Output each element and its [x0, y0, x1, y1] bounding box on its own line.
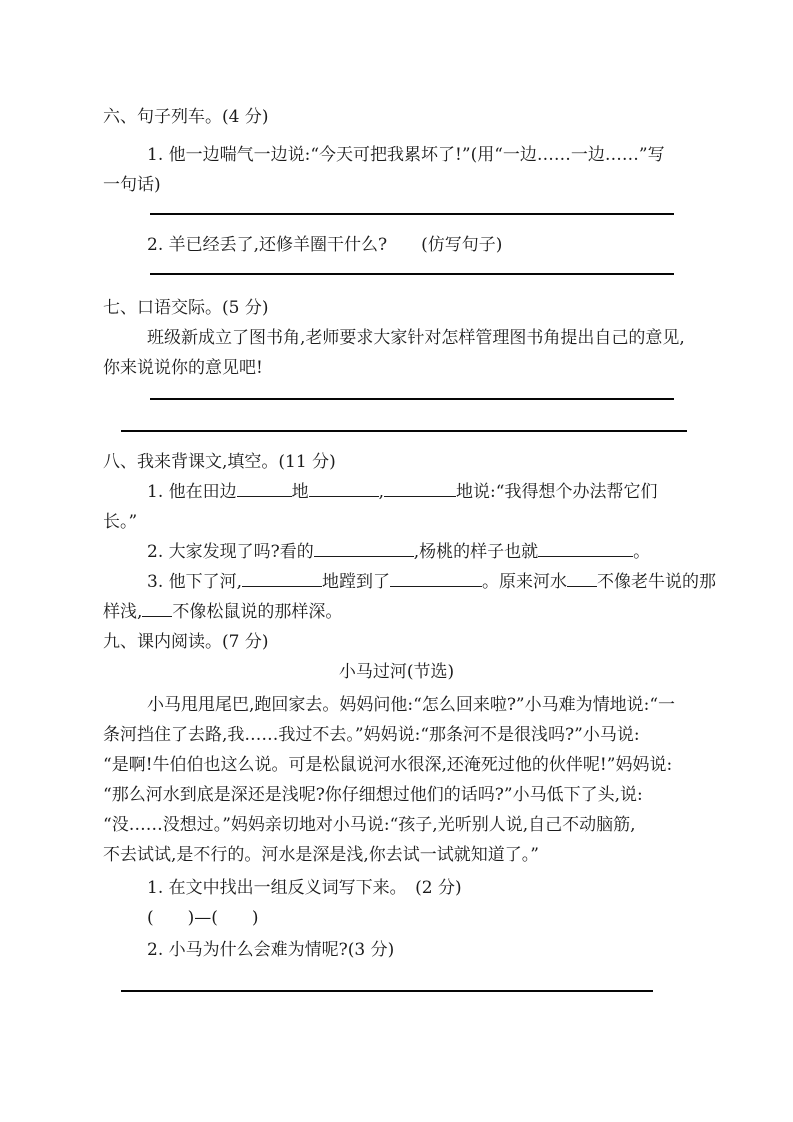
- fill-in-blank: [242, 569, 322, 587]
- text-segment: ,: [378, 482, 385, 502]
- fill-in-blank: [538, 539, 633, 557]
- text-segment: 1. 他在田边: [147, 482, 237, 502]
- text-segment: 地蹚到了: [322, 572, 391, 592]
- fill-in-blank: [309, 479, 379, 497]
- rule-slot: [103, 417, 690, 447]
- fill-in-blank: [314, 539, 414, 557]
- fill-blank-line: [103, 537, 690, 567]
- text-segment: 地说:“我得想个办法帮它们: [456, 482, 658, 502]
- section-7-heading: 七、口语交际。(5 分): [103, 298, 269, 318]
- passage-title: 小马过河(节选): [338, 662, 455, 682]
- text-segment: 地: [291, 482, 309, 502]
- prompt-line: 你来说说你的意见吧!: [103, 358, 263, 378]
- text-segment: 。原来河水: [482, 572, 568, 592]
- passage-line: 不去试试,是不行的。河水是深是浅,你去试一试就知道了。”: [103, 845, 539, 865]
- worksheet-content: [103, 102, 717, 1007]
- question-line: 1. 他一边喘气一边说:“今天可把我累坏了!”(用“一边……一边……”写: [147, 145, 665, 165]
- fill-in-blank: [142, 599, 172, 617]
- rule-slot: [103, 260, 690, 290]
- text-segment: 不像老牛说的那: [597, 572, 717, 592]
- rule-slot: [103, 385, 690, 415]
- question-line: 一句话): [103, 175, 161, 195]
- text-segment: 不像松鼠说的那样深。: [172, 602, 343, 622]
- text-segment: 样浅,: [103, 602, 143, 622]
- fill-in-blank: [390, 569, 482, 587]
- fill-blank-line: [103, 477, 690, 507]
- fill-in-blank: [567, 569, 597, 587]
- section-9-heading: 九、课内阅读。(7 分): [103, 632, 269, 652]
- fill-blank-line: 长。”: [103, 512, 138, 532]
- fill-blank-line: [103, 567, 717, 597]
- passage-line: “那么河水到底是深还是浅呢?你仔细想过他们的话吗?”小马低下了头,说:: [103, 785, 643, 805]
- text-segment: 3. 他下了河,: [147, 572, 243, 592]
- question-line: 1. 在文中找出一组反义词写下来。 (2 分): [147, 878, 462, 898]
- section-6-heading: 六、句子列车。(4 分): [103, 107, 269, 127]
- answer-line: [150, 213, 674, 215]
- question-line: 2. 小马为什么会难为情呢?(3 分): [147, 940, 395, 960]
- answer-brackets: ( )—( ): [147, 908, 259, 928]
- rule-slot: [103, 977, 690, 1007]
- fill-blank-line: [103, 597, 690, 627]
- section-8-heading: 八、我来背课文,填空。(11 分): [103, 452, 336, 472]
- rule-slot: [103, 200, 690, 230]
- footer-line: [121, 990, 653, 992]
- passage-line: “没……没想过。”妈妈亲切地对小马说:“孩子,光听别人说,自己不动脑筋,: [103, 815, 636, 835]
- answer-line: [150, 273, 674, 275]
- passage-line: “是啊!牛伯伯也这么说。可是松鼠说河水很深,还淹死过他的伙伴呢!”妈妈说:: [103, 755, 673, 775]
- passage-line: 条河挡住了去路,我……我过不去。”妈妈说:“那条河不是很浅吗?”小马说:: [103, 725, 640, 745]
- section-divider-line: [121, 430, 687, 432]
- question-line: 2. 羊已经丢了,还修羊圈干什么? (仿写句子): [147, 235, 503, 255]
- answer-line: [150, 398, 674, 400]
- text-segment: 2. 大家发现了吗?看的: [147, 542, 314, 562]
- fill-in-blank: [384, 479, 456, 497]
- fill-in-blank: [237, 479, 292, 497]
- passage-line: 小马甩甩尾巴,跑回家去。妈妈问他:“怎么回来啦?”小马难为情地说:“一: [147, 695, 676, 715]
- text-segment: 。: [633, 542, 651, 562]
- prompt-line: 班级新成立了图书角,老师要求大家针对怎样管理图书角提出自己的意见,: [147, 328, 685, 348]
- text-segment: ,杨桃的样子也就: [413, 542, 539, 562]
